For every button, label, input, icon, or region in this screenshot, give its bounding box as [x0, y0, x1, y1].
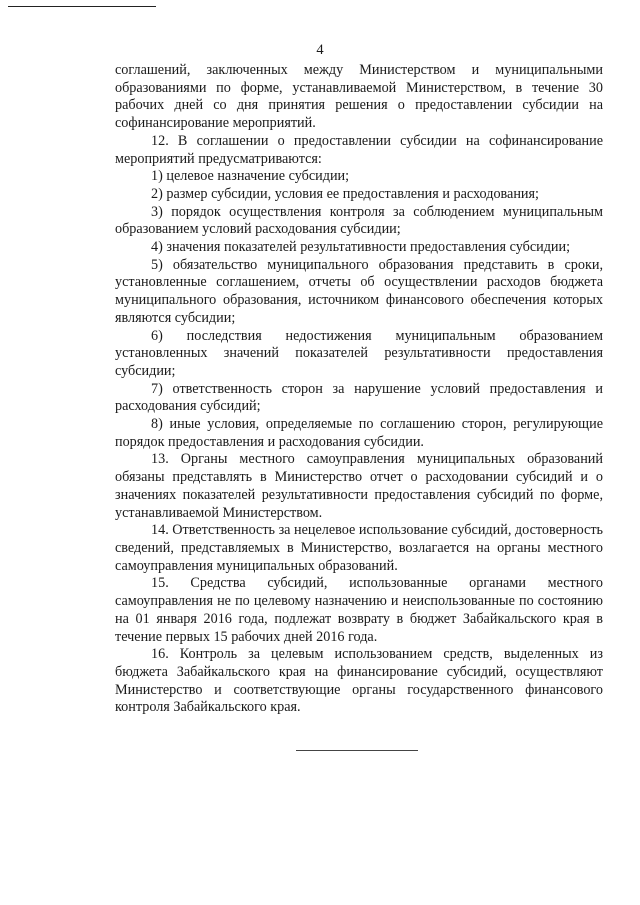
- page-number: 4: [316, 42, 324, 58]
- paragraph-item-15: 15. Средства субсидий, использованные органами местного самоуправления не по целевому назначению и неиспользованные по состоянию на 01 января 2016 года, подлежат возврату в бюджет Забайкальского края в течение первых 15 рабочих дней 2016 года.: [115, 575, 603, 645]
- subitem-5: 5) обязательство муниципального образования представить в сроки, установленные соглашением, отчеты об осуществлении расходов бюджета муниципального образования, источником финансового обеспечения которых являются субсидии;: [115, 256, 603, 326]
- subitem-1: 1) целевое назначение субсидии;: [151, 168, 350, 185]
- paragraph-item-13: 13. Органы местного самоуправления муниципальных образований обязаны представлять в Министерство отчет о расходовании субсидий и о значениях показателей результативности предоставления субсидий по форме, устанавливаемой Министерством.: [115, 451, 603, 521]
- paragraph-item-16: 16. Контроль за целевым использованием средств, выделенных из бюджета Забайкальского края на финансирование субсидий, осуществляют Министерство и соответствующие органы государственного финансового контроля Забайкальского края.: [115, 646, 603, 716]
- paragraph-continuation: соглашений, заключенных между Министерством и муниципальными образованиями по форме, устанавливаемой Министерством, в течение 30 рабочих дней со дня принятия решения о предоставлении субсидии на софинансирование мероприятий.: [115, 62, 603, 132]
- subitem-7: 7) ответственность сторон за нарушение условий предоставления и расходования субсидий;: [115, 380, 603, 415]
- paragraph-item-14: 14. Ответственность за нецелевое использование субсидий, достоверность сведений, представляемых в Министерство, возлагается на органы местного самоуправления муниципальных образований.: [115, 522, 603, 574]
- top-rule: [8, 6, 156, 7]
- subitem-2: 2) размер субсидии, условия ее предоставления и расходования;: [151, 185, 539, 202]
- paragraph-item-12: 12. В соглашении о предоставлении субсидии на софинансирование мероприятий предусматриваются:: [115, 132, 603, 167]
- subitem-3: 3) порядок осуществления контроля за соблюдением муниципальным образованием условий расходования субсидии;: [115, 203, 603, 238]
- subitem-8: 8) иные условия, определяемые по соглашению сторон, регулирующие порядок предоставления и расходования субсидии.: [115, 416, 603, 450]
- subitem-4: 4) значения показателей результативности предоставления субсидии;: [151, 239, 571, 256]
- subitem-6: 6) последствия недостижения муниципальным образованием установленных значений показателей результативности предоставления субсидии;: [115, 327, 603, 379]
- document-body: [115, 62, 603, 717]
- closing-rule: [296, 750, 418, 751]
